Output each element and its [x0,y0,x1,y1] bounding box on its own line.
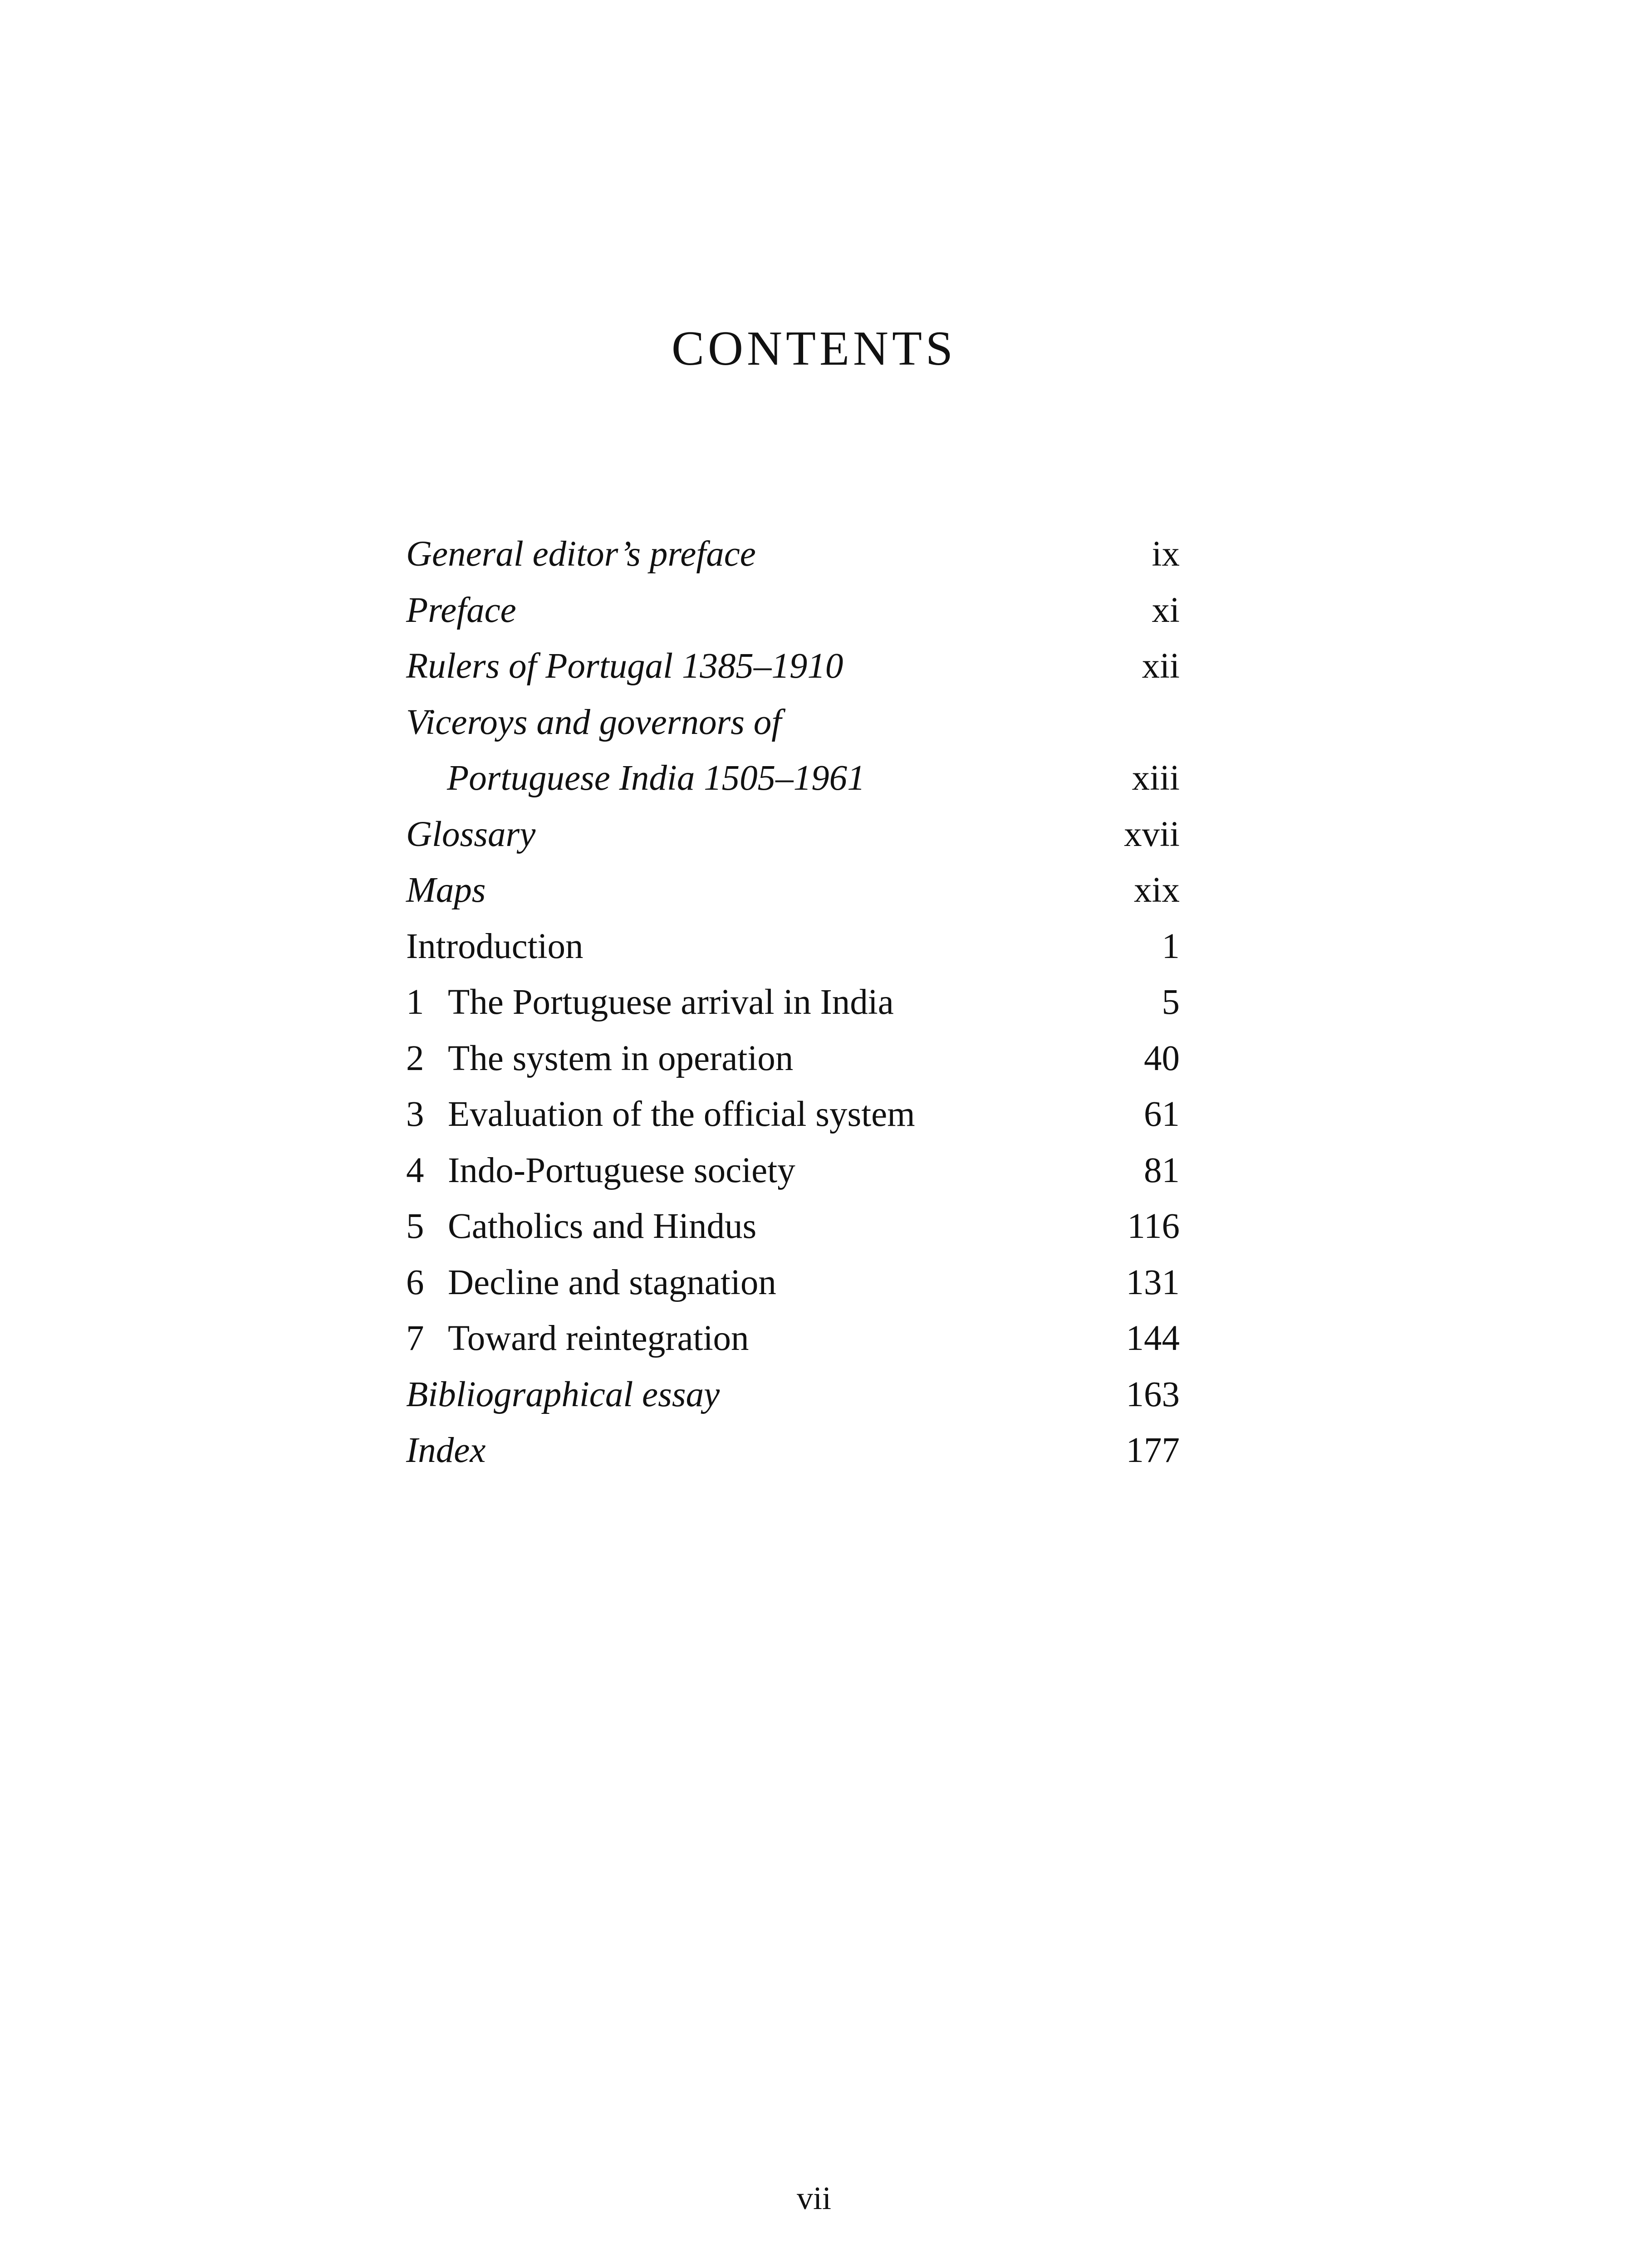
toc-entry-page: xi [1152,590,1180,630]
toc-entry-page: xix [1134,870,1180,910]
toc-entry-maps [406,862,1180,919]
toc-entry-title: General editor’s preface [406,534,756,574]
toc-entry-page: xiii [1132,758,1180,798]
toc-entry-chapter-2 [406,1031,1180,1087]
toc-entry-page: 144 [1126,1319,1180,1358]
toc-entry-page: 81 [1144,1150,1180,1190]
toc-entry-title-group [406,1143,1112,1199]
toc-entry-title: Maps [406,870,486,910]
chapter-number: 5 [406,1207,424,1246]
chapter-title: Toward reintegration [448,1319,749,1358]
toc-entry-title: Preface [406,590,516,630]
toc-entry-title: Introduction [406,926,584,966]
toc-entry-title: Viceroys and governors of [406,702,782,742]
toc-entry-title: Index [406,1431,486,1470]
toc-entry-title-group [406,1310,1112,1367]
toc-entry-viceroys-and-governors [406,694,1180,751]
toc-entry-page: 1 [1162,926,1180,966]
chapter-number: 3 [406,1095,424,1134]
toc-entry-page: 116 [1127,1207,1180,1246]
toc-entry-chapter-4 [406,1143,1180,1199]
table-of-contents [406,526,1180,1479]
chapter-title: Evaluation of the official system [448,1095,915,1134]
toc-entry-title: Rulers of Portugal 1385–1910 [406,646,843,686]
chapter-title: Catholics and Hindus [448,1207,757,1246]
toc-entry-title: Glossary [406,814,536,854]
toc-entry-page: 40 [1144,1038,1180,1078]
toc-entry-title-group [406,1255,1112,1311]
toc-entry-title-group [406,1198,1112,1255]
toc-entry-title: Bibliographical essay [406,1374,720,1414]
toc-entry-chapter-6 [406,1255,1180,1311]
toc-entry-page: ix [1152,534,1180,574]
toc-entry-glossary [406,807,1180,863]
chapter-number: 6 [406,1262,424,1302]
chapter-title: The Portuguese arrival in India [448,982,894,1022]
toc-entry-index [406,1422,1180,1479]
toc-entry-page: 61 [1144,1095,1180,1134]
chapter-number: 1 [406,982,424,1022]
toc-entry-viceroys-and-governors-continued [406,750,1180,807]
chapter-title: The system in operation [448,1038,794,1078]
toc-entry-chapter-3 [406,1086,1180,1143]
toc-entry-chapter-7 [406,1310,1180,1367]
toc-entry-chapter-5 [406,1198,1180,1255]
toc-entry-page: 5 [1162,982,1180,1022]
chapter-number: 7 [406,1319,424,1358]
toc-entry-preface [406,582,1180,639]
toc-entry-rulers-of-portugal [406,638,1180,694]
chapter-number: 2 [406,1038,424,1078]
toc-entry-chapter-1 [406,974,1180,1031]
toc-entry-introduction [406,919,1180,975]
toc-entry-page: 177 [1126,1431,1180,1470]
toc-entry-page: xvii [1124,814,1180,854]
toc-entry-general-editors-preface [406,526,1180,582]
page-folio: vii [796,2180,831,2216]
toc-entry-bibliographical-essay [406,1367,1180,1423]
toc-entry-title: Portuguese India 1505–1961 [447,758,865,798]
toc-entry-title-group [406,974,1112,1031]
toc-entry-page: 163 [1126,1374,1180,1414]
page-heading: CONTENTS [672,322,956,376]
toc-entry-title-group [406,1031,1112,1087]
toc-entry-page: xii [1142,646,1180,686]
chapter-number: 4 [406,1150,424,1190]
chapter-title: Indo-Portuguese society [448,1150,795,1190]
toc-entry-page: 131 [1126,1262,1180,1302]
chapter-title: Decline and stagnation [448,1262,776,1302]
toc-entry-title-group [406,1086,1112,1143]
